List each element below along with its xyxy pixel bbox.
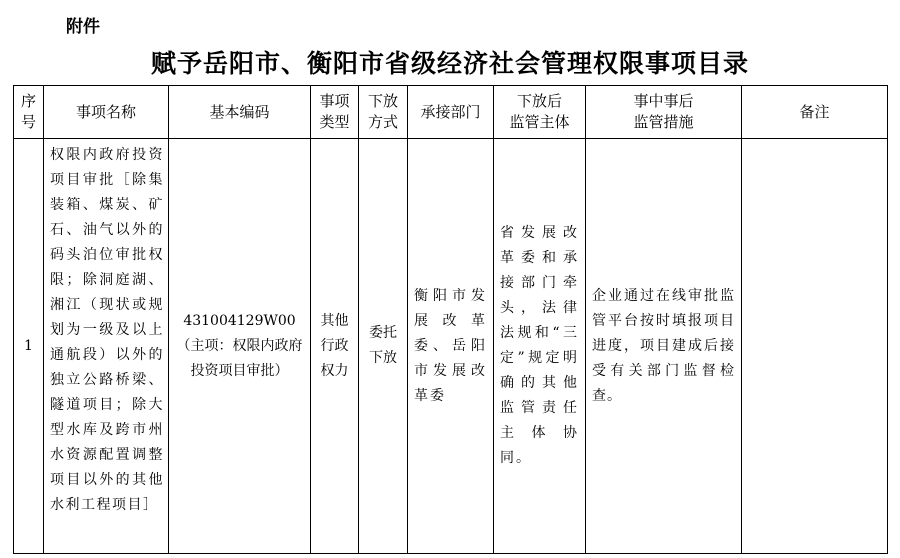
- header-item-name: 事项名称: [44, 86, 169, 139]
- header-remark: 备注: [742, 86, 888, 139]
- cell-basic-code: 431004129W00 （主项：权限内政府投资项目审批）: [169, 139, 311, 554]
- cell-supervisor: 省发展改革委和承接部门牵头，法律法规和“三定”规定明确的其他监管责任主体协同。: [494, 139, 586, 554]
- cell-remark: [742, 139, 888, 554]
- cell-item-type: 其他 行政 权力: [311, 139, 359, 554]
- header-seq: 序 号: [14, 86, 44, 139]
- cell-receiving-dept: 衡阳市发展改革委、岳阳市发展改革委: [408, 139, 494, 554]
- cell-measures: 企业通过在线审批监管平台按时填报项目进度，项目建成后接受有关部门监督检查。: [586, 139, 742, 554]
- header-delegation-method: 下放 方式: [359, 86, 408, 139]
- table-row: [14, 139, 888, 554]
- header-row: [14, 86, 888, 139]
- cell-seq: 1: [14, 139, 44, 554]
- header-basic-code: 基本编码: [169, 86, 311, 139]
- header-item-type: 事项 类型: [311, 86, 359, 139]
- attachment-label: 附件: [66, 17, 100, 37]
- header-receiving-dept: 承接部门: [408, 86, 494, 139]
- header-supervisor: 下放后 监管主体: [494, 86, 586, 139]
- cell-delegation-method: 委托 下放: [359, 139, 408, 554]
- header-measures: 事中事后 监管措施: [586, 86, 742, 139]
- document-title: 赋予岳阳市、衡阳市省级经济社会管理权限事项目录: [150, 49, 749, 78]
- catalog-table: [13, 85, 888, 554]
- cell-item-name: 权限内政府投资项目审批［除集装箱、煤炭、矿石、油气以外的码头泊位审批权限；除洞庭湖、湘江（现状或规划为一级及以上通航段）以外的独立公路桥梁、隧道项目；除大型水库及跨市州水资源配置调整项目以外的其他水利工程项目］: [44, 139, 169, 554]
